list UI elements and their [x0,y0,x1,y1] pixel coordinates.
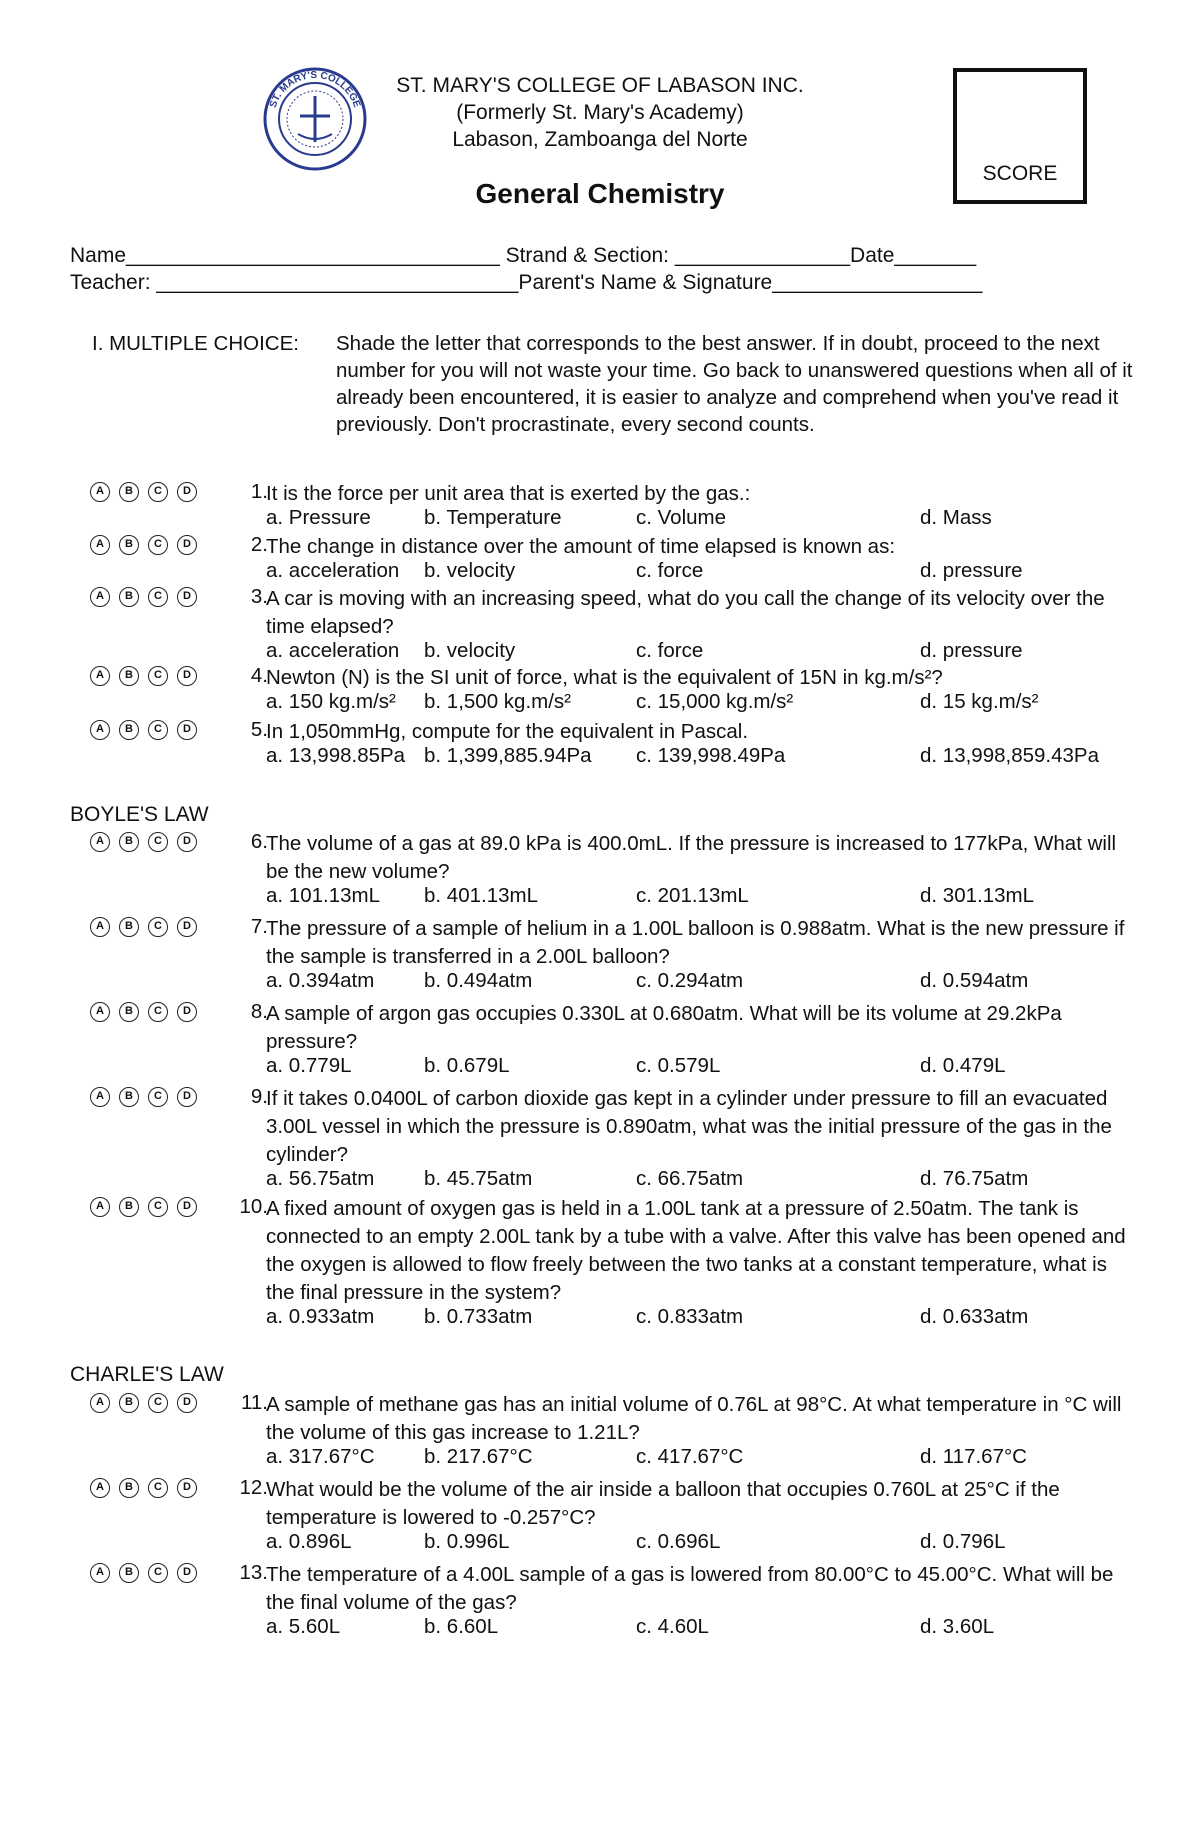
answer-options [266,1054,1136,1080]
answer-option-a: a. 0.933atm [266,1305,375,1328]
question-number: 8. [250,1000,268,1023]
answer-bubble-c[interactable]: C [148,1563,168,1583]
score-label: SCORE [982,162,1058,185]
question-text: The temperature of a 4.00L sample of a gas is lowered from 80.00°C to 45.00°C. What will be the final volume of the gas? [266,1563,1114,1614]
answer-option-c: c. 15,000 kg.m/s² [636,690,794,713]
answer-option-a: a. 13,998.85Pa [266,744,406,767]
answer-bubble-b[interactable]: B [119,832,139,852]
answer-option-b: b. 0.996L [424,1530,510,1553]
answer-bubble-c[interactable]: C [148,1393,168,1413]
school-name: ST. MARY'S COLLEGE OF LABASON INC. [396,74,804,97]
answer-options [266,1445,1136,1471]
answer-option-b: b. 401.13mL [424,884,538,907]
answer-options [266,1615,1136,1641]
question-text: The pressure of a sample of helium in a 1.00L balloon is 0.988atm. What is the new pressure if the sample is transferred in a 2.00L balloon? [266,917,1125,968]
answer-option-b: b. 0.494atm [424,969,533,992]
question-number: 10. [239,1195,268,1218]
answer-bubble-a[interactable]: A [90,832,110,852]
answer-bubble-b[interactable]: B [119,587,139,607]
answer-options [266,1167,1136,1193]
answer-option-a: a. 0.394atm [266,969,375,992]
answer-bubble-b[interactable]: B [119,482,139,502]
info-line-teacher[interactable]: Teacher: _______________________________Parent's Name & Signature__________________ [70,271,983,294]
answer-option-c: c. 201.13mL [636,884,749,907]
answer-bubble-a[interactable]: A [90,1087,110,1107]
answer-bubble-c[interactable]: C [148,832,168,852]
answer-option-a: a. 5.60L [266,1615,341,1638]
question-text: Newton (N) is the SI unit of force, what is the equivalent of 15N in kg.m/s²? [266,666,943,689]
answer-bubble-d[interactable]: D [177,535,197,555]
answer-bubble-d[interactable]: D [177,1087,197,1107]
answer-options [266,690,1136,716]
answer-bubble-b[interactable]: B [119,1478,139,1498]
school-former-name: (Formerly St. Mary's Academy) [456,101,744,124]
answer-option-b: b. 0.733atm [424,1305,533,1328]
answer-option-b: b. Temperature [424,506,562,529]
answer-option-c: c. force [636,559,704,582]
answer-option-d: d. pressure [920,559,1023,582]
answer-option-c: c. 66.75atm [636,1167,744,1190]
school-location: Labason, Zamboanga del Norte [452,128,748,151]
answer-option-c: c. 0.833atm [636,1305,744,1328]
answer-bubbles [90,720,197,740]
answer-option-a: a. 150 kg.m/s² [266,690,396,713]
answer-option-c: c. 417.67°C [636,1445,744,1468]
answer-option-c: c. Volume [636,506,727,529]
answer-option-b: b. 1,399,885.94Pa [424,744,592,767]
answer-bubble-b[interactable]: B [119,1087,139,1107]
question-number: 13. [239,1561,268,1584]
answer-bubble-d[interactable]: D [177,1478,197,1498]
question-number: 2. [250,533,268,556]
answer-bubble-a[interactable]: A [90,1563,110,1583]
answer-options [266,744,1136,770]
answer-bubble-b[interactable]: B [119,720,139,740]
answer-option-c: c. 4.60L [636,1615,709,1638]
answer-option-a: a. 56.75atm [266,1167,375,1190]
answer-bubble-a[interactable]: A [90,482,110,502]
answer-bubble-a[interactable]: A [90,917,110,937]
answer-bubbles [90,917,197,937]
answer-bubble-a[interactable]: A [90,720,110,740]
svg-text:ST. MARY'S COLLEGE: ST. MARY'S COLLEGE [267,69,363,110]
answer-option-c: c. force [636,639,704,662]
answer-bubble-d[interactable]: D [177,1002,197,1022]
answer-options [266,1305,1136,1331]
answer-option-c: c. 139,998.49Pa [636,744,786,767]
answer-bubble-d[interactable]: D [177,666,197,686]
answer-option-d: d. pressure [920,639,1023,662]
answer-option-b: b. velocity [424,559,516,582]
answer-bubble-d[interactable]: D [177,917,197,937]
instructions-label: I. MULTIPLE CHOICE: [92,332,299,355]
question-text: If it takes 0.0400L of carbon dioxide gas kept in a cylinder under pressure to fill an evacuated 3.00L vessel in which the pressure is 0.890atm, what was the initial pressure of the gas in the cylinder? [266,1087,1112,1166]
answer-option-d: d. 0.479L [920,1054,1006,1077]
answer-bubble-a[interactable]: A [90,535,110,555]
question-text: In 1,050mmHg, compute for the equivalent in Pascal. [266,720,749,743]
answer-bubbles [90,1002,197,1022]
section-boyles-law: BOYLE'S LAW [70,803,209,826]
answer-bubble-d[interactable]: D [177,587,197,607]
answer-bubble-c[interactable]: C [148,720,168,740]
answer-option-d: d. 0.633atm [920,1305,1029,1328]
answer-options [266,884,1136,910]
answer-option-a: a. 101.13mL [266,884,380,907]
answer-bubble-b[interactable]: B [119,1002,139,1022]
question-text: The volume of a gas at 89.0 kPa is 400.0mL. If the pressure is increased to 177kPa, What will be the new volume? [266,832,1117,883]
answer-bubble-c[interactable]: C [148,587,168,607]
answer-bubbles [90,587,197,607]
answer-options [266,506,1136,532]
instructions-text: Shade the letter that corresponds to the best answer. If in doubt, proceed to the next number for you will not waste your time. Go back to unanswered questions when all of it already been encountered, it is easier to analyze and comprehend when you've read it previously. Don't procrastinate, every second counts. [336,332,1133,436]
question-text: The change in distance over the amount of time elapsed is known as: [266,535,896,558]
question-text: A fixed amount of oxygen gas is held in a 1.00L tank at a pressure of 2.50atm. The tank is connected to an empty 2.00L tank by a tube with a valve. After this valve has been opened and the oxygen is allowed to flow freely between the two tanks at a constant temperature, what is the final pressure in the system? [266,1197,1126,1304]
answer-bubble-a[interactable]: A [90,1002,110,1022]
question-text: A sample of methane gas has an initial volume of 0.76L at 98°C. At what temperature in °C will the volume of this gas increase to 1.21L? [266,1393,1122,1444]
answer-option-b: b. 45.75atm [424,1167,533,1190]
answer-bubble-a[interactable]: A [90,1478,110,1498]
answer-bubble-c[interactable]: C [148,1002,168,1022]
answer-option-b: b. 1,500 kg.m/s² [424,690,571,713]
question-number: 11. [241,1391,268,1414]
answer-bubble-b[interactable]: B [119,535,139,555]
answer-option-d: d. 76.75atm [920,1167,1029,1190]
answer-bubble-d[interactable]: D [177,720,197,740]
answer-option-a: a. 0.896L [266,1530,352,1553]
answer-bubble-d[interactable]: D [177,832,197,852]
question-text: What would be the volume of the air inside a balloon that occupies 0.760L at 25°C if the temperature is lowered to -0.257°C? [266,1478,1060,1529]
answer-bubble-c[interactable]: C [148,482,168,502]
question-number: 9. [250,1085,268,1108]
answer-option-d: d. 117.67°C [920,1445,1027,1468]
question-number: 12. [239,1476,268,1499]
answer-option-c: c. 0.696L [636,1530,721,1553]
answer-option-d: d. Mass [920,506,992,529]
answer-bubble-c[interactable]: C [148,666,168,686]
answer-option-b: b. 217.67°C [424,1445,533,1468]
answer-option-d: d. 3.60L [920,1615,995,1638]
question-text: A car is moving with an increasing speed, what do you call the change of its velocity over the time elapsed? [266,587,1105,638]
answer-bubbles [90,1563,197,1583]
answer-option-d: d. 0.796L [920,1530,1006,1553]
page-title: General Chemistry [475,178,725,209]
answer-option-b: b. 0.679L [424,1054,510,1077]
answer-option-a: a. 0.779L [266,1054,352,1077]
answer-bubble-c[interactable]: C [148,535,168,555]
answer-option-a: a. acceleration [266,559,400,582]
question-text: It is the force per unit area that is exerted by the gas.: [266,482,751,505]
answer-options [266,639,1136,665]
answer-option-a: a. 317.67°C [266,1445,375,1468]
answer-bubble-d[interactable]: D [177,1197,197,1217]
answer-options [266,969,1136,995]
question-number: 6. [250,830,268,853]
answer-bubble-a[interactable]: A [90,587,110,607]
answer-bubble-a[interactable]: A [90,1393,110,1413]
answer-bubbles [90,832,197,852]
answer-bubble-c[interactable]: C [148,1478,168,1498]
answer-bubble-b[interactable]: B [119,1393,139,1413]
question-text: A sample of argon gas occupies 0.330L at 0.680atm. What will be its volume at 29.2kPa pressure? [266,1002,1062,1053]
answer-option-b: b. 6.60L [424,1615,499,1638]
answer-option-c: c. 0.294atm [636,969,744,992]
answer-bubble-b[interactable]: B [119,917,139,937]
answer-bubble-d[interactable]: D [177,1563,197,1583]
answer-option-a: a. acceleration [266,639,400,662]
info-line-name[interactable]: Name________________________________ Strand & Section: _______________Date_______ [70,244,977,267]
question-number: 5. [250,718,268,741]
answer-bubbles [90,1393,197,1413]
answer-bubbles [90,1478,197,1498]
question-number: 4. [250,664,268,687]
answer-options [266,559,1136,585]
section-charles-law: CHARLE'S LAW [70,1363,224,1386]
answer-bubbles [90,1197,197,1217]
answer-bubble-b[interactable]: B [119,1197,139,1217]
answer-bubbles [90,535,197,555]
answer-option-b: b. velocity [424,639,516,662]
answer-bubble-b[interactable]: B [119,666,139,686]
answer-option-d: d. 0.594atm [920,969,1029,992]
score-box[interactable] [953,68,1087,204]
answer-bubble-c[interactable]: C [148,1087,168,1107]
answer-bubble-a[interactable]: A [90,666,110,686]
answer-bubble-c[interactable]: C [148,917,168,937]
answer-option-c: c. 0.579L [636,1054,721,1077]
answer-bubble-b[interactable]: B [119,1563,139,1583]
answer-bubble-d[interactable]: D [177,482,197,502]
answer-bubbles [90,1087,197,1107]
question-number: 3. [250,585,268,608]
answer-bubbles [90,666,197,686]
answer-option-d: d. 13,998,859.43Pa [920,744,1099,767]
answer-option-d: d. 301.13mL [920,884,1034,907]
answer-bubble-c[interactable]: C [148,1197,168,1217]
question-number: 1. [250,480,268,503]
answer-option-a: a. Pressure [266,506,371,529]
question-number: 7. [250,915,268,938]
answer-option-d: d. 15 kg.m/s² [920,690,1039,713]
answer-options [266,1530,1136,1556]
answer-bubbles [90,482,197,502]
answer-bubble-d[interactable]: D [177,1393,197,1413]
answer-bubble-a[interactable]: A [90,1197,110,1217]
